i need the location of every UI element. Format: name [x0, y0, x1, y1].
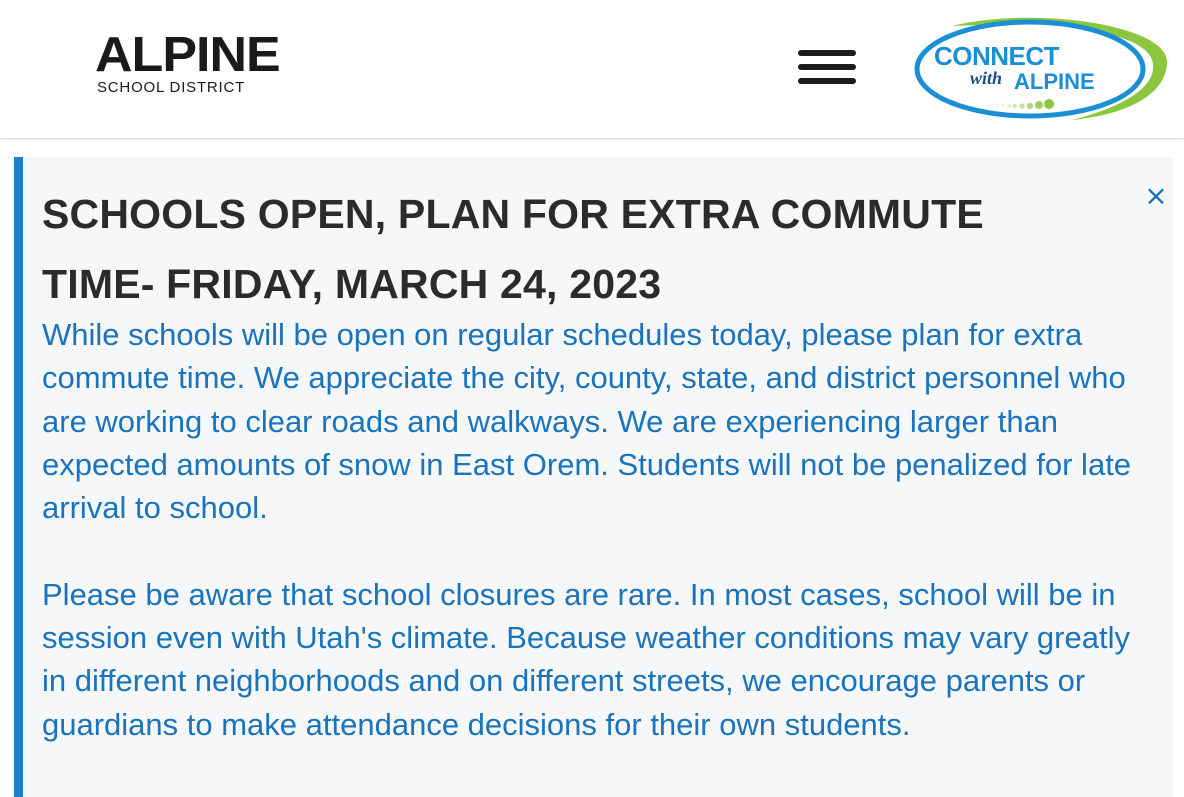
hamburger-line	[798, 64, 856, 70]
hamburger-line	[798, 50, 856, 56]
logo-wordmark: ALPINE	[95, 27, 280, 83]
announcement-alert	[14, 157, 1174, 797]
alert-body	[42, 313, 1157, 746]
alert-paragraph: While schools will be open on regular schedules today, please plan for extra commute time. We appreciate the city, county, state, and district personnel who are working to clear roads and walkways. We are experiencing larger than expected amounts of snow in East Orem. Students will not be penalized for late arrival to school.	[42, 317, 1132, 526]
hamburger-line	[798, 78, 856, 84]
hamburger-menu-icon[interactable]	[798, 48, 858, 88]
connect-with-alpine-logo[interactable]	[912, 14, 1172, 124]
alert-title: SCHOOLS OPEN, PLAN FOR EXTRA COMMUTE TIME- FRIDAY, MARCH 24, 2023	[42, 191, 984, 307]
site-header	[0, 0, 1184, 139]
connect-logo-with: with	[970, 68, 1003, 88]
close-icon[interactable]: ×	[1144, 179, 1168, 212]
connect-logo-line2: ALPINE	[1014, 69, 1095, 94]
connect-logo-line1: CONNECT	[934, 41, 1060, 71]
alert-paragraph: Please be aware that school closures are rare. In most cases, school will be in session even with Utah's climate. Because weather conditions may vary greatly in different neighborhoods and on different streets, we encourage parents or guardians to make attendance decisions for their own students.	[42, 576, 1130, 742]
alpine-school-district-logo[interactable]	[95, 27, 310, 98]
logo-subtitle: SCHOOL DISTRICT	[97, 79, 246, 96]
